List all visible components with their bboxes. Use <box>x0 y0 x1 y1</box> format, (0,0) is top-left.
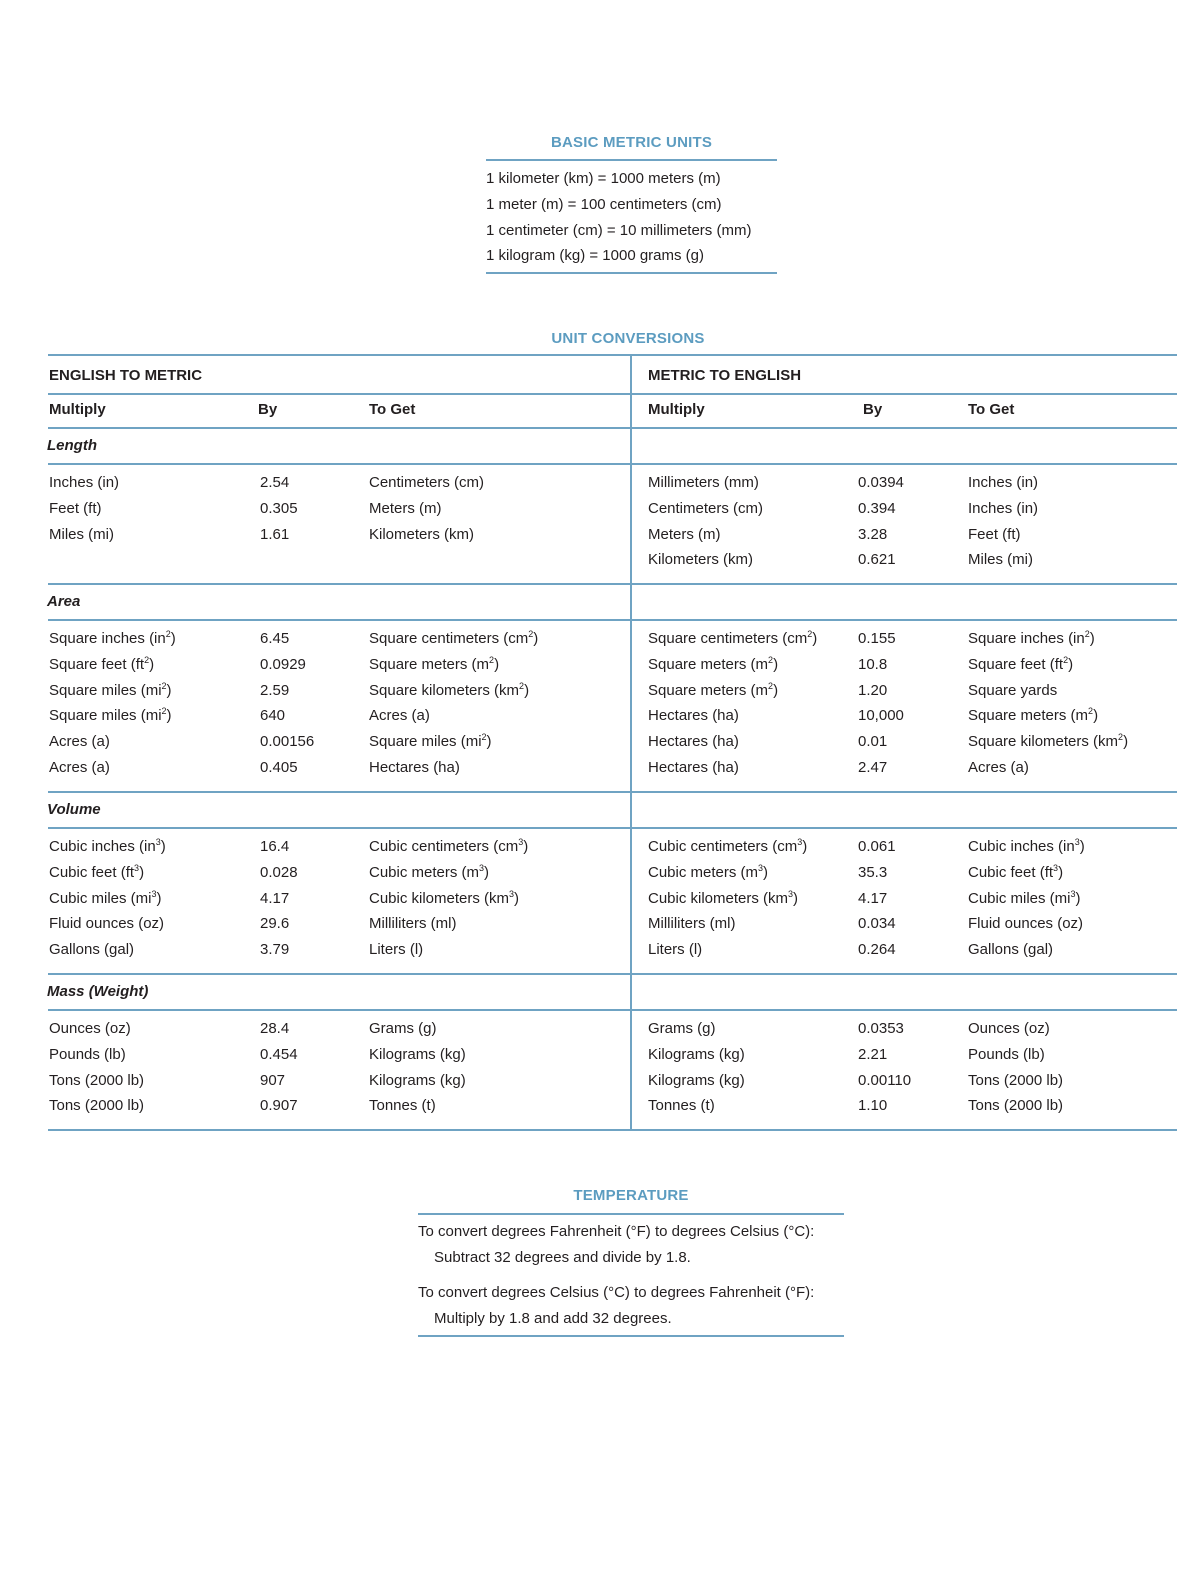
metric-unit: Tonnes (t) <box>648 1097 715 1115</box>
table-rule <box>48 619 1177 621</box>
english-unit: Cubic miles $(mi^3)$ <box>49 888 162 907</box>
basic-units-bottom-rule <box>486 272 777 274</box>
temperature-title: TEMPERATURE <box>573 1187 689 1204</box>
english-unit: Inches (in) <box>49 474 120 491</box>
metric-unit: Kilometers (km) <box>648 551 754 569</box>
c-to-f-heading: To convert degrees Celsius (°C) to degrees Fahrenheit (°F): <box>418 1284 815 1301</box>
conversion-factor: 1.10 <box>858 1097 888 1115</box>
conversion-factor: 0.621 <box>858 551 896 569</box>
table-rule <box>48 393 1177 395</box>
conversion-factor: 0.01 <box>858 733 888 751</box>
conversion-factor: 4.17 <box>858 889 888 907</box>
english-unit: Cubic inches $(in^3)$ <box>968 837 1085 855</box>
metric-unit: Liters (l) <box>648 941 703 959</box>
metric-unit: Kilograms (kg) <box>369 1071 466 1089</box>
basic-units-title: BASIC METRIC UNITS <box>550 134 713 151</box>
english-unit: Square miles $(mi^2)$ <box>49 680 172 699</box>
metric-unit: Square meters $(m^2)$ <box>648 654 779 673</box>
basic-unit-line: 1 centimeter (cm) = 10 millimeters (mm) <box>486 222 752 239</box>
table-rule <box>48 827 1177 829</box>
metric-unit: Tonnes (t) <box>369 1097 436 1115</box>
conversion-factor: 0.00110 <box>858 1071 912 1089</box>
metric-unit: Cubic centimeters $(cm^3)$ <box>648 837 808 855</box>
english-unit: Square miles $(mi^2)$ <box>49 706 172 725</box>
column-header-to-get: To Get <box>369 401 416 418</box>
metric-unit: Cubic kilometers $(km^3)$ <box>648 888 799 907</box>
metric-unit: Cubic meters $(m^3)$ <box>369 862 490 881</box>
column-header-to-get: To Get <box>968 401 1015 418</box>
metric-unit: Grams (g) <box>369 1020 437 1037</box>
conversion-factor: 0.028 <box>260 863 298 881</box>
conversion-factor: 0.264 <box>858 941 896 959</box>
metric-unit: Meters (m) <box>648 525 721 543</box>
conversion-factor: 29.6 <box>260 915 290 933</box>
metric-unit: Square meters $(m^2)$ <box>369 654 500 673</box>
english-unit: Pounds (lb) <box>49 1045 126 1063</box>
conversion-factor: 0.907 <box>260 1097 298 1115</box>
conversion-factor: 2.54 <box>260 474 290 491</box>
conversion-factor: 0.454 <box>260 1045 298 1063</box>
conversion-factor: 0.034 <box>858 915 896 933</box>
metric-unit: Square kilometers $(km^2)$ <box>369 680 530 699</box>
metric-unit: Hectares (ha) <box>648 707 739 725</box>
english-unit: Acres (a) <box>49 759 110 776</box>
conversion-factor: 0.00156 <box>260 733 315 751</box>
metric-unit: Hectares (ha) <box>648 759 739 776</box>
conversion-factor: 4.17 <box>260 889 290 907</box>
english-unit: Tons (2000 lb) <box>968 1097 1064 1115</box>
metric-unit: Meters (m) <box>369 499 442 517</box>
metric-unit: Centimeters (cm) <box>648 499 764 517</box>
metric-unit: Square meters $(m^2)$ <box>648 680 779 699</box>
basic-unit-line: 1 kilogram (kg) = 1000 grams (g) <box>486 247 704 264</box>
table-rule <box>48 463 1177 465</box>
metric-unit: Square centimeters $(cm^2)$ <box>648 629 818 647</box>
conversion-factor: 0.0929 <box>260 655 306 673</box>
english-unit: Tons (2000 lb) <box>968 1071 1064 1089</box>
conversion-factor: 2.59 <box>260 681 290 699</box>
english-unit: Fluid ounces (oz) <box>968 915 1084 933</box>
english-unit: Square kilometers $(km^2)$ <box>968 732 1129 751</box>
metric-unit: Liters (l) <box>369 941 424 959</box>
english-unit: Ounces (oz) <box>49 1020 131 1037</box>
english-unit: Tons (2000 lb) <box>49 1071 145 1089</box>
conversion-factor: 2.21 <box>858 1045 888 1063</box>
metric-unit: Cubic centimeters $(cm^3)$ <box>369 837 529 855</box>
english-unit: Miles (mi) <box>968 551 1033 569</box>
english-unit: Feet (ft) <box>968 525 1021 543</box>
category-label: Area <box>47 593 81 610</box>
f-to-c-heading: To convert degrees Fahrenheit (°F) to degrees Celsius (°C): <box>418 1223 815 1240</box>
conversion-factor: 907 <box>260 1071 286 1089</box>
metric-unit: Acres (a) <box>369 707 430 725</box>
table-rule <box>48 973 1177 975</box>
table-center-divider <box>630 354 632 1129</box>
english-unit: Fluid ounces (oz) <box>49 915 165 933</box>
english-unit: Square inches $(in^2)$ <box>49 629 176 647</box>
conversion-factor: 1.20 <box>858 681 888 699</box>
conversion-factor: 35.3 <box>858 863 888 881</box>
metric-unit: Kilograms (kg) <box>369 1045 466 1063</box>
english-unit: Acres (a) <box>49 733 110 751</box>
english-unit: Cubic feet $(ft^3)$ <box>49 862 145 881</box>
english-unit: Pounds (lb) <box>968 1045 1045 1063</box>
metric-unit: Kilograms (kg) <box>648 1045 745 1063</box>
column-header-by: By <box>863 401 883 418</box>
column-header-multiply: Multiply <box>49 401 106 418</box>
conversion-factor: 0.394 <box>858 499 896 517</box>
conversion-factor: 16.4 <box>260 838 290 855</box>
unit-conversions-title: UNIT CONVERSIONS <box>551 330 705 347</box>
metric-unit: Millimeters (mm) <box>648 474 759 491</box>
english-unit: Tons (2000 lb) <box>49 1097 145 1115</box>
english-unit: Inches (in) <box>968 499 1039 517</box>
metric-to-english-header: METRIC TO ENGLISH <box>648 367 802 384</box>
temperature-top-rule <box>418 1213 844 1215</box>
conversion-factor: 0.061 <box>858 838 896 855</box>
conversion-factor: 3.28 <box>858 525 888 543</box>
conversion-factor: 6.45 <box>260 630 290 647</box>
english-unit: Square feet $(ft^2)$ <box>968 654 1074 673</box>
category-label: Volume <box>47 801 101 818</box>
metric-unit: Square centimeters $(cm^2)$ <box>369 629 539 647</box>
conversion-factor: 640 <box>260 707 286 725</box>
conversion-factor: 3.79 <box>260 941 290 959</box>
conversion-factor: 1.61 <box>260 525 290 543</box>
category-label: Mass (Weight) <box>47 983 149 1000</box>
english-unit: Gallons (gal) <box>968 941 1054 959</box>
table-rule <box>48 791 1177 793</box>
english-unit: Miles (mi) <box>49 525 114 543</box>
conversion-factor: 0.155 <box>858 630 896 647</box>
metric-unit: Cubic kilometers $(km^3)$ <box>369 888 520 907</box>
english-unit: Square yards <box>968 681 1058 699</box>
c-to-f-rule: Multiply by 1.8 and add 32 degrees. <box>434 1310 672 1327</box>
table-rule <box>48 427 1177 429</box>
conversion-factor: 0.405 <box>260 759 298 776</box>
conversion-factor: 10.8 <box>858 655 888 673</box>
conversion-factor: 0.0353 <box>858 1020 904 1037</box>
metric-unit: Milliliters (ml) <box>369 915 457 933</box>
conversion-factor: 0.305 <box>260 499 298 517</box>
basic-units-top-rule <box>486 159 777 161</box>
table-top-rule <box>48 354 1177 356</box>
metric-unit: Hectares (ha) <box>648 733 739 751</box>
basic-unit-line: 1 kilometer (km) = 1000 meters (m) <box>486 170 721 187</box>
category-label: Length <box>47 437 97 454</box>
metric-unit: Centimeters (cm) <box>369 474 485 491</box>
english-unit: Inches (in) <box>968 474 1039 491</box>
english-unit: Cubic miles $(mi^3)$ <box>968 888 1081 907</box>
basic-unit-line: 1 meter (m) = 100 centimeters (cm) <box>486 196 722 213</box>
conversion-factor: 2.47 <box>858 759 888 776</box>
english-unit: Acres (a) <box>968 759 1029 776</box>
table-rule <box>48 583 1177 585</box>
english-unit: Gallons (gal) <box>49 941 135 959</box>
english-unit: Square inches $(in^2)$ <box>968 629 1095 647</box>
english-unit: Square meters $(m^2)$ <box>968 706 1099 725</box>
english-to-metric-header: ENGLISH TO METRIC <box>49 367 203 384</box>
metric-unit: Kilograms (kg) <box>648 1071 745 1089</box>
table-rule <box>48 1009 1177 1011</box>
english-unit: Cubic feet $(ft^3)$ <box>968 862 1064 881</box>
column-header-multiply: Multiply <box>648 401 705 418</box>
english-unit: Feet (ft) <box>49 499 102 517</box>
f-to-c-rule: Subtract 32 degrees and divide by 1.8. <box>434 1249 691 1266</box>
conversion-factor: 0.0394 <box>858 474 904 491</box>
temperature-bottom-rule <box>418 1335 844 1337</box>
metric-unit: Milliliters (ml) <box>648 915 736 933</box>
metric-unit: Kilometers (km) <box>369 525 475 543</box>
conversion-factor: 28.4 <box>260 1020 290 1037</box>
english-unit: Cubic inches $(in^3)$ <box>49 837 166 855</box>
english-unit: Ounces (oz) <box>968 1020 1050 1037</box>
column-header-by: By <box>258 401 278 418</box>
metric-unit: Hectares (ha) <box>369 759 460 776</box>
metric-unit: Grams (g) <box>648 1020 716 1037</box>
table-rule <box>48 1129 1177 1131</box>
conversion-factor: 10,000 <box>858 707 904 725</box>
metric-unit: Square miles $(mi^2)$ <box>369 732 492 751</box>
metric-unit: Cubic meters $(m^3)$ <box>648 862 769 881</box>
english-unit: Square feet $(ft^2)$ <box>49 654 155 673</box>
